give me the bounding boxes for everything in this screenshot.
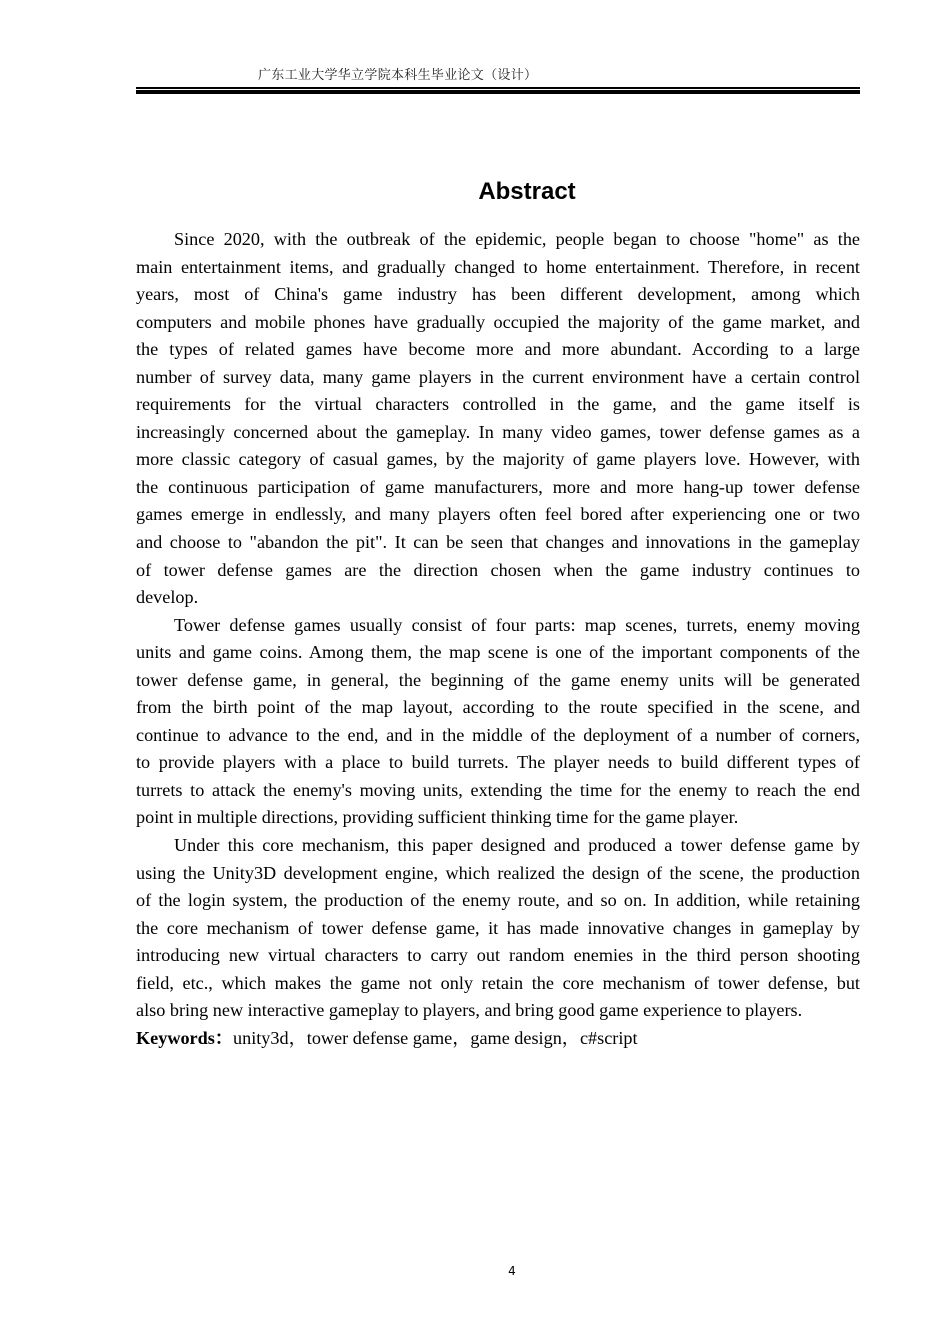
abstract-body (136, 226, 860, 1052)
text-line: also bring new interactive gameplay to players, and bring good game experience to players. (136, 1000, 803, 1021)
text-line: turrets to attack the enemy's moving units, extending the time for the enemy to reach the end (136, 779, 860, 800)
text-line: increasingly concerned about the gameplay. In many video games, tower defense games as a (136, 421, 860, 442)
text-line: Under this core mechanism, this paper designed and produced a tower defense game by (174, 835, 860, 856)
abstract-paragraphs (136, 226, 860, 1025)
text-line: years, most of China's game industry has been different development, among which (136, 284, 860, 305)
text-line: the core mechanism of tower defense game, it has made innovative changes in gameplay by (136, 917, 860, 938)
text-line: units and game coins. Among them, the map scene is one of the important components of the (136, 642, 860, 663)
text-line: point in multiple directions, providing sufficient thinking time for the game player. (136, 807, 739, 828)
keywords-line (136, 1025, 860, 1053)
text-line: Tower defense games usually consist of four parts: map scenes, turrets, enemy moving (174, 614, 860, 635)
text-line: computers and mobile phones have gradually occupied the majority of the game market, and (136, 311, 860, 332)
paragraph (136, 612, 860, 832)
text-line: main entertainment items, and gradually changed to home entertainment. Therefore, in recent (136, 256, 860, 277)
paragraph (136, 226, 860, 612)
abstract-title: Abstract (478, 178, 576, 205)
text-line: from the birth point of the map layout, according to the route specified in the scene, and (136, 697, 860, 718)
page-number: 4 (508, 1264, 516, 1278)
header-rule-thick (136, 90, 860, 94)
text-line: more classic category of casual games, by the majority of game players love. However, with (136, 449, 860, 470)
text-line: and choose to "abandon the pit". It can be seen that changes and innovations in the gameplay (136, 532, 860, 553)
text-line: the types of related games have become more and more abundant. According to a large (136, 339, 860, 360)
text-line: using the Unity3D development engine, which realized the design of the scene, the production (136, 862, 860, 883)
text-line: introducing new virtual characters to carry out random enemies in the third person shooting (136, 945, 860, 966)
text-line: continue to advance to the end, and in the middle of the deployment of a number of corners, (136, 724, 860, 745)
paragraph (136, 832, 860, 1025)
text-line: Since 2020, with the outbreak of the epidemic, people began to choose "home" as the (174, 229, 860, 249)
keywords-label: Keywords： (136, 1027, 233, 1048)
header-rule-thin (136, 87, 860, 89)
text-line: games emerge in endlessly, and many players often feel bored after experiencing one or two (136, 504, 860, 525)
text-line: to provide players with a place to build turrets. The player needs to build different types of (136, 752, 860, 773)
text-line: requirements for the virtual characters controlled in the game, and the game itself is (136, 394, 860, 415)
running-header: 广东工业大学华立学院本科生毕业论文（设计） (258, 68, 538, 83)
text-line: field, etc., which makes the game not only retain the core mechanism of tower defense, but (136, 972, 860, 993)
text-line: of the login system, the production of the enemy route, and so on. In addition, while retaining (136, 890, 860, 911)
text-line: of tower defense games are the direction chosen when the game industry continues to (136, 559, 860, 580)
text-line: number of survey data, many game players in the current environment have a certain control (136, 366, 860, 387)
text-line: develop. (136, 587, 199, 608)
text-line: the continuous participation of game manufacturers, more and more hang-up tower defense (136, 476, 860, 497)
text-line: tower defense game, in general, the beginning of the game enemy units will be generated (136, 669, 860, 690)
keywords-text: unity3d，tower defense game，game design，c#script (233, 1027, 638, 1048)
